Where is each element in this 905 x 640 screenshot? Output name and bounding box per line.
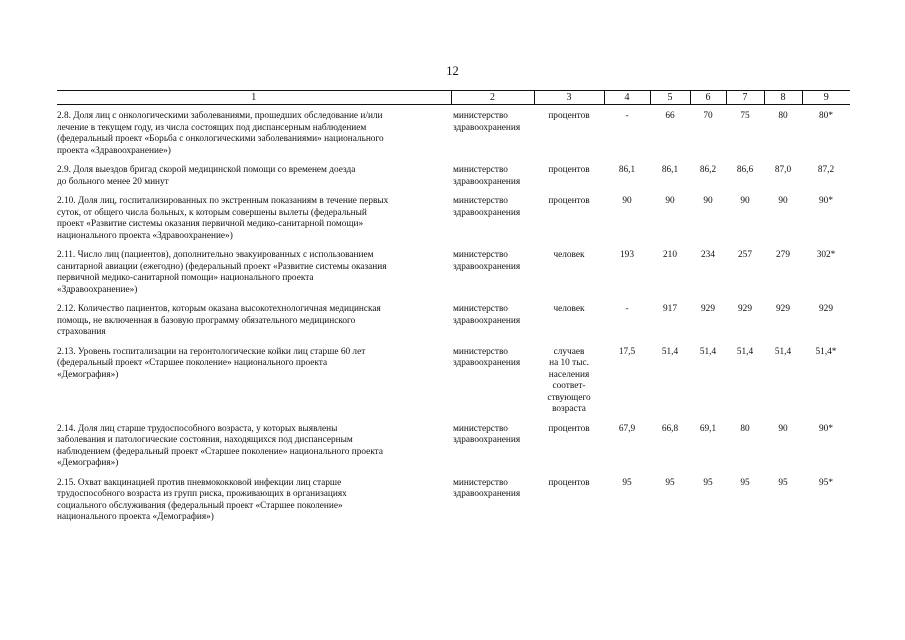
column-header-5: 5	[650, 91, 690, 105]
responsible-ministry: министерство здравоохранения	[453, 165, 521, 187]
unit-of-measure: процентов	[548, 111, 590, 121]
unit-of-measure: случаев на 10 тыс. населения соответ- ствующего возраста	[547, 346, 591, 414]
column-header-3: 3	[534, 91, 604, 105]
indicator-value-col-7: 257	[738, 250, 752, 260]
indicator-value-col-6: 86,2	[699, 165, 717, 175]
indicator-value-col-9: 302*	[816, 250, 836, 260]
column-header-1: 1	[57, 91, 451, 105]
indicator-name: 2.12. Количество пациентов, которым оказана высокотехнологичная медицинская помощь, не включенная в базовую программу обязательного медицинского страхования	[57, 304, 381, 337]
table-row	[57, 105, 850, 158]
indicator-value-col-4: 193	[620, 250, 634, 260]
indicator-name: 2.15. Охват вакцинацией против пневмококковой инфекции лиц старше трудоспособного возраста из групп риска, проживающих в организациях социального обслуживания (федеральный проект «Старшее поколение» национального проекта «Демография»)	[57, 477, 347, 522]
indicator-value-col-4: 17,5	[618, 346, 636, 357]
column-header-8: 8	[764, 91, 802, 105]
column-header-2: 2	[451, 91, 534, 105]
table-row	[57, 470, 850, 524]
indicator-value-col-4: -	[625, 111, 629, 121]
indicator-value-col-8: 90	[778, 196, 788, 206]
indicator-name: 2.13. Уровень госпитализации на геронтологические койки лиц старше 60 лет (федеральный проект «Старшее поколение» национального проекта «Демография»)	[57, 346, 366, 380]
indicator-value-col-5: 90	[665, 196, 675, 206]
indicator-value-col-9: 95*	[819, 477, 833, 488]
indicator-value-col-5: 66,8	[661, 423, 679, 434]
indicator-value-col-4: 86,1	[618, 165, 636, 175]
unit-of-measure: процентов	[548, 477, 590, 488]
indicator-value-col-5: 86,1	[661, 165, 679, 175]
indicator-value-col-7: 929	[738, 304, 752, 314]
indicator-value-col-9: 929	[819, 304, 833, 314]
column-header-9: 9	[802, 91, 850, 105]
indicator-value-col-4: -	[625, 304, 629, 314]
table-row	[57, 188, 850, 242]
indicator-value-col-8: 80	[778, 111, 788, 121]
indicator-value-col-6: 51,4	[699, 346, 717, 357]
indicator-value-col-5: 51,4	[661, 346, 679, 357]
column-header-7: 7	[726, 91, 764, 105]
indicator-value-col-5: 95	[665, 477, 675, 488]
indicator-value-col-7: 80	[740, 423, 750, 434]
indicator-name: 2.11. Число лиц (пациентов), дополнительно эвакуированных с использованием санитарной авиации (ежегодно) (федеральный проект «Развитие системы оказания первичной медико-санитарной помощи» национального проекта «Здравоохранение»)	[57, 250, 387, 295]
indicator-value-col-7: 90	[740, 196, 750, 206]
page-number: 12	[446, 64, 459, 78]
indicator-value-col-6: 90	[703, 196, 713, 206]
table-row	[57, 242, 850, 296]
indicators-table	[57, 90, 850, 524]
table-row	[57, 416, 850, 470]
indicator-value-col-5: 917	[663, 304, 677, 314]
indicator-value-col-6: 929	[701, 304, 715, 314]
indicator-value-col-5: 210	[663, 250, 677, 260]
indicator-value-col-8: 90	[778, 423, 788, 434]
indicator-value-col-7: 95	[740, 477, 750, 488]
indicator-value-col-6: 95	[703, 477, 713, 488]
indicator-value-col-6: 70	[703, 111, 713, 121]
table-body	[57, 105, 850, 524]
indicator-value-col-8: 95	[778, 477, 788, 488]
indicator-value-col-8: 279	[776, 250, 790, 260]
indicator-value-col-7: 51,4	[736, 346, 754, 357]
indicator-value-col-7: 86,6	[736, 165, 754, 175]
indicator-name: 2.10. Доля лиц, госпитализированных по экстренным показаниям в течение первых суток, от общего числа больных, к которым совершены вылеты (федеральный проект «Развитие системы оказания первичной медико-санитарной помощи» национального проекта «Здравоохранение»)	[57, 196, 389, 241]
responsible-ministry: министерство здравоохранения	[453, 346, 521, 368]
indicator-value-col-4: 95	[622, 477, 632, 488]
indicator-value-col-7: 75	[740, 111, 750, 121]
column-header-4: 4	[604, 91, 650, 105]
unit-of-measure: процентов	[548, 165, 590, 175]
indicator-value-col-9: 90*	[819, 196, 833, 206]
unit-of-measure: человек	[553, 304, 585, 314]
table-row	[57, 296, 850, 339]
unit-of-measure: процентов	[548, 423, 590, 434]
indicator-value-col-9: 80*	[819, 111, 833, 121]
table-header-row	[57, 91, 850, 105]
indicator-value-col-9: 51,4*	[815, 346, 837, 357]
unit-of-measure: процентов	[548, 196, 590, 206]
column-header-6: 6	[690, 91, 726, 105]
unit-of-measure: человек	[553, 250, 585, 260]
indicator-name: 2.8. Доля лиц с онкологическими заболеваниями, прошедших обследование и/или лечение в текущем году, из числа состоящих под диспансерным наблюдением (федеральный проект «Борьба с онкологическими заболеваниями» национального проекта «Здравоохранение»)	[57, 111, 384, 156]
indicator-value-col-6: 234	[701, 250, 715, 260]
indicator-value-col-9: 90*	[819, 423, 833, 434]
indicator-value-col-4: 67,9	[618, 423, 636, 434]
indicator-value-col-4: 90	[622, 196, 632, 206]
responsible-ministry: министерство здравоохранения	[453, 250, 521, 272]
responsible-ministry: министерство здравоохранения	[453, 477, 521, 499]
responsible-ministry: министерство здравоохранения	[453, 304, 521, 326]
indicator-value-col-5: 66	[665, 111, 675, 121]
indicator-name: 2.9. Доля выездов бригад скорой медицинской помощи со временем доезда до больного менее 20 минут	[57, 165, 356, 187]
indicator-value-col-8: 929	[776, 304, 790, 314]
responsible-ministry: министерство здравоохранения	[453, 423, 521, 445]
table-row	[57, 339, 850, 416]
indicator-name: 2.14. Доля лиц старше трудоспособного возраста, у которых выявлены заболевания и патологические состояния, находящихся под диспансерным наблюдением (федеральный проект «Старшее поколение» национального проекта «Демография»)	[57, 423, 383, 468]
indicator-value-col-9: 87,2	[817, 165, 835, 175]
indicator-value-col-8: 87,0	[774, 165, 792, 175]
indicator-value-col-6: 69,1	[699, 423, 717, 434]
responsible-ministry: министерство здравоохранения	[453, 196, 521, 218]
indicator-value-col-8: 51,4	[774, 346, 792, 357]
table-row	[57, 157, 850, 188]
responsible-ministry: министерство здравоохранения	[453, 111, 521, 133]
